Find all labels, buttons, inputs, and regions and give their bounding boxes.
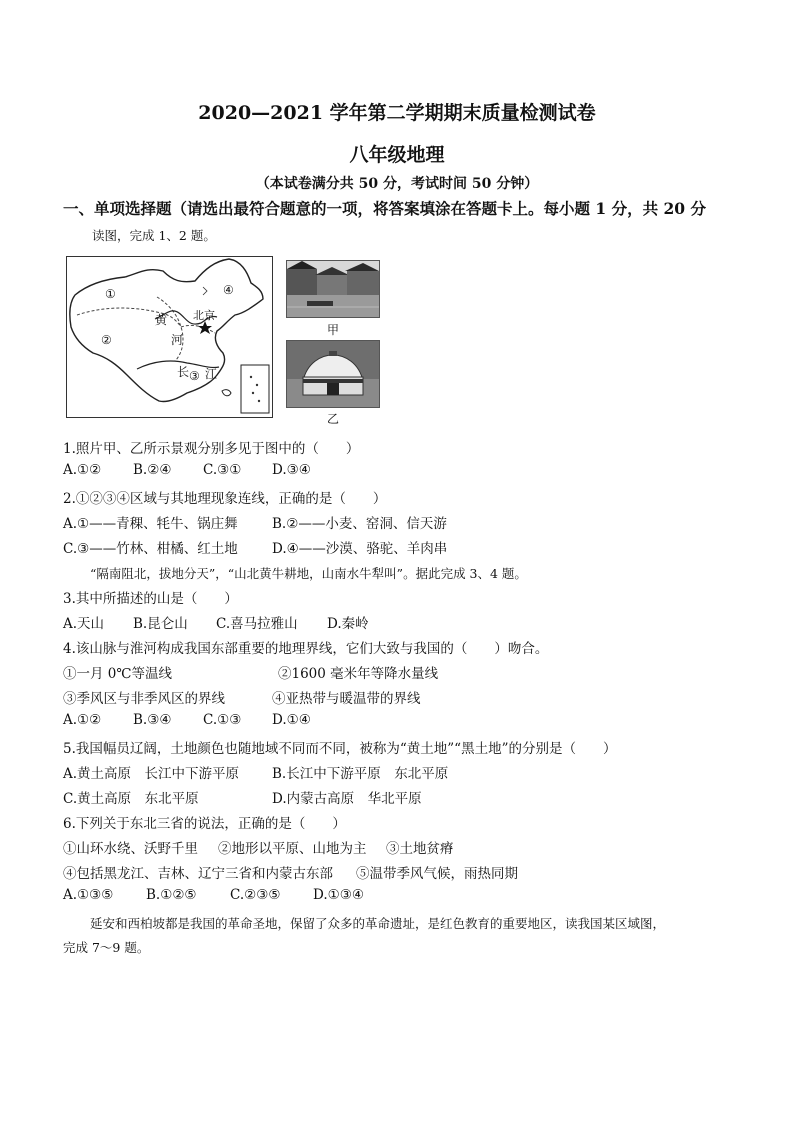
q6-item-5: ⑤温带季风气候，雨热同期 <box>356 866 518 882</box>
q6-option-a[interactable]: A.①③⑤ <box>63 887 114 903</box>
caption-jia: 甲 <box>326 323 339 337</box>
q4-option-b[interactable]: B.③④ <box>133 712 172 728</box>
china-map-drawing <box>67 257 272 417</box>
q1-option-a[interactable]: A.①② <box>63 462 102 478</box>
beijing-label: 北京 <box>193 309 215 322</box>
q5-stem: 5.我国幅员辽阔，土地颜色也随地域不同而不同，被称为“黄土地”“黑土地”的分别是（ ） <box>63 741 617 757</box>
huang-label: 黄 <box>155 313 168 327</box>
q4-option-a[interactable]: A.①② <box>63 712 102 728</box>
q2-option-d[interactable]: D.④——沙漠、骆驼、羊肉串 <box>272 541 448 557</box>
q2-stem: 2.①②③④区域与其地理现象连线，正确的是（ ） <box>63 491 387 507</box>
q6-item-3: ③土地贫瘠 <box>386 841 454 857</box>
q1-option-b[interactable]: B.②④ <box>133 462 172 478</box>
caption-yi: 乙 <box>326 412 339 426</box>
q6-item-2: ②地形以平原、山地为主 <box>218 841 367 857</box>
q6-option-d[interactable]: D.①③④ <box>313 887 364 903</box>
region-2-label: ② <box>101 333 112 347</box>
intro-q7-9-line2: 完成 7～9 题。 <box>63 940 150 955</box>
jiang-label: 江 <box>205 367 218 381</box>
china-map <box>66 256 273 418</box>
q4-item-2: ②1600 毫米年等降水量线 <box>278 666 439 682</box>
exam-note: （本试卷满分共 50 分，考试时间 50 分钟） <box>255 176 539 192</box>
q3-option-d[interactable]: D.秦岭 <box>327 616 369 632</box>
q2-option-c[interactable]: C.③——竹林、柑橘、红土地 <box>63 541 238 557</box>
q4-option-d[interactable]: D.①④ <box>272 712 311 728</box>
q4-item-4: ④亚热带与暖温带的界线 <box>272 691 421 707</box>
q4-item-1: ①一月 0℃等温线 <box>63 666 172 682</box>
chang-label: 长 <box>177 365 190 379</box>
q3-option-c[interactable]: C.喜马拉雅山 <box>216 616 298 632</box>
q6-option-c[interactable]: C.②③⑤ <box>230 887 281 903</box>
q2-option-b[interactable]: B.②——小麦、窑洞、信天游 <box>272 516 447 532</box>
q1-option-c[interactable]: C.③① <box>203 462 242 478</box>
q5-option-c[interactable]: C.黄土高原 东北平原 <box>63 791 199 807</box>
q3-option-a[interactable]: A.天山 <box>63 616 105 632</box>
region-3-label: ③ <box>189 369 200 383</box>
q4-option-c[interactable]: C.①③ <box>203 712 242 728</box>
exam-subtitle: 八年级地理 <box>349 144 445 166</box>
photo-yi <box>286 340 380 408</box>
exam-title: 2020—2021 学年第二学期期末质量检测试卷 <box>198 102 596 124</box>
intro-q1-2: 读图，完成 1、2 题。 <box>92 228 216 243</box>
intro-q7-9-line1: 延安和西柏坡都是我国的革命圣地，保留了众多的革命遗址，是红色教育的重要地区，读我国某区域图， <box>90 916 666 931</box>
q6-item-4: ④包括黑龙江、吉林、辽宁三省和内蒙古东部 <box>63 866 333 882</box>
q1-option-d[interactable]: D.③④ <box>272 462 311 478</box>
q5-option-b[interactable]: B.长江中下游平原 东北平原 <box>272 766 449 782</box>
q5-option-d[interactable]: D.内蒙古高原 华北平原 <box>272 791 422 807</box>
q6-stem: 6.下列关于东北三省的说法，正确的是（ ） <box>63 816 346 832</box>
he-label: 河 <box>171 333 184 347</box>
section-heading: 一、单项选择题（请选出最符合题意的一项，将答案填涂在答题卡上。每小题 1 分，共 20 分 <box>63 199 706 218</box>
photo-jia <box>286 260 380 318</box>
region-1-label: ① <box>105 287 116 301</box>
q4-item-3: ③季风区与非季风区的界线 <box>63 691 225 707</box>
q6-option-b[interactable]: B.①②⑤ <box>146 887 197 903</box>
q6-item-1: ①山环水绕、沃野千里 <box>63 841 198 857</box>
q3-option-b[interactable]: B.昆仑山 <box>133 616 188 632</box>
q4-stem: 4.该山脉与淮河构成我国东部重要的地理界线，它们大致与我国的（ ）吻合。 <box>63 641 549 657</box>
q3-stem: 3.其中所描述的山是（ ） <box>63 591 238 607</box>
q2-option-a[interactable]: A.①——青稞、牦牛、锅庄舞 <box>63 516 238 532</box>
intro-q3-4: “隔南阻北，拔地分天”，“山北黄牛耕地，山南水牛犁叫”。据此完成 3、4 题。 <box>90 566 527 581</box>
q5-option-a[interactable]: A.黄土高原 长江中下游平原 <box>63 766 240 782</box>
q1-stem: 1.照片甲、乙所示景观分别多见于图中的（ ） <box>63 441 360 457</box>
region-4-label: ④ <box>223 283 234 297</box>
